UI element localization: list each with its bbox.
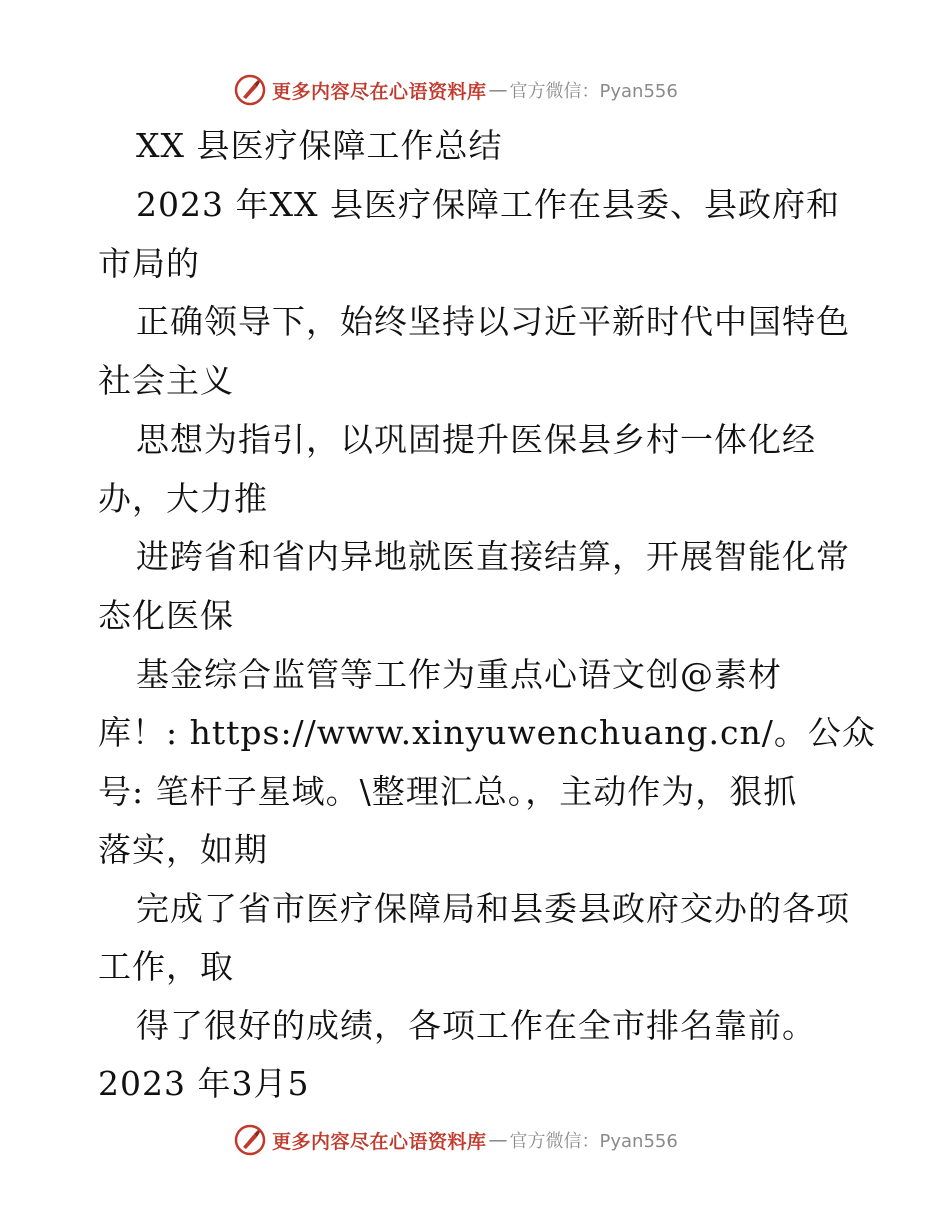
paragraph-line: 社会主义 [98,361,234,400]
pen-nib-icon [234,1124,266,1156]
paragraph-line: 态化医保 [98,596,234,635]
date-line: 2023 年3月5 [98,1064,310,1103]
paragraph-line: 库！: https://www.xinyuwenchuang.cn/。公众 [98,713,876,752]
paragraph-line: 市局的 [98,244,200,283]
paragraph-line: 办，大力推 [98,479,268,518]
document-title: XX 县医疗保障工作总结 [136,126,503,165]
watermark-wechat-text: 官方微信：Pyan556 [509,1131,678,1152]
pen-nib-icon [234,74,266,106]
paragraph-line: 工作，取 [98,947,234,986]
paragraph-line: 号: 笔杆子星域。\整理汇总。，主动作为，狠抓 [98,772,798,811]
paragraph-line: 2023 年XX 县医疗保障工作在县委、县政府和 [136,185,840,224]
watermark-wechat-text: 官方微信：Pyan556 [509,81,678,102]
paragraph-line: 落实，如期 [98,830,268,869]
paragraph-line: 完成了省市医疗保障局和县委县政府交办的各项 [136,889,850,928]
watermark-dash: — [488,1129,508,1151]
watermark-brand-text: 更多内容尽在心语资料库 [272,80,487,103]
header-watermark [234,72,754,108]
paragraph-line: 基金综合监管等工作为重点心语文创@素材 [136,655,782,694]
watermark-dash: — [488,79,508,101]
paragraph-line: 思想为指引，以巩固提升医保县乡村一体化经 [136,420,816,459]
watermark-brand-text: 更多内容尽在心语资料库 [272,1130,487,1153]
paragraph-line: 得了很好的成绩，各项工作在全市排名靠前。 [136,1006,816,1045]
footer-watermark [234,1122,754,1158]
paragraph-line: 正确领导下，始终坚持以习近平新时代中国特色 [136,302,850,341]
paragraph-line: 进跨省和省内异地就医直接结算，开展智能化常 [136,537,850,576]
